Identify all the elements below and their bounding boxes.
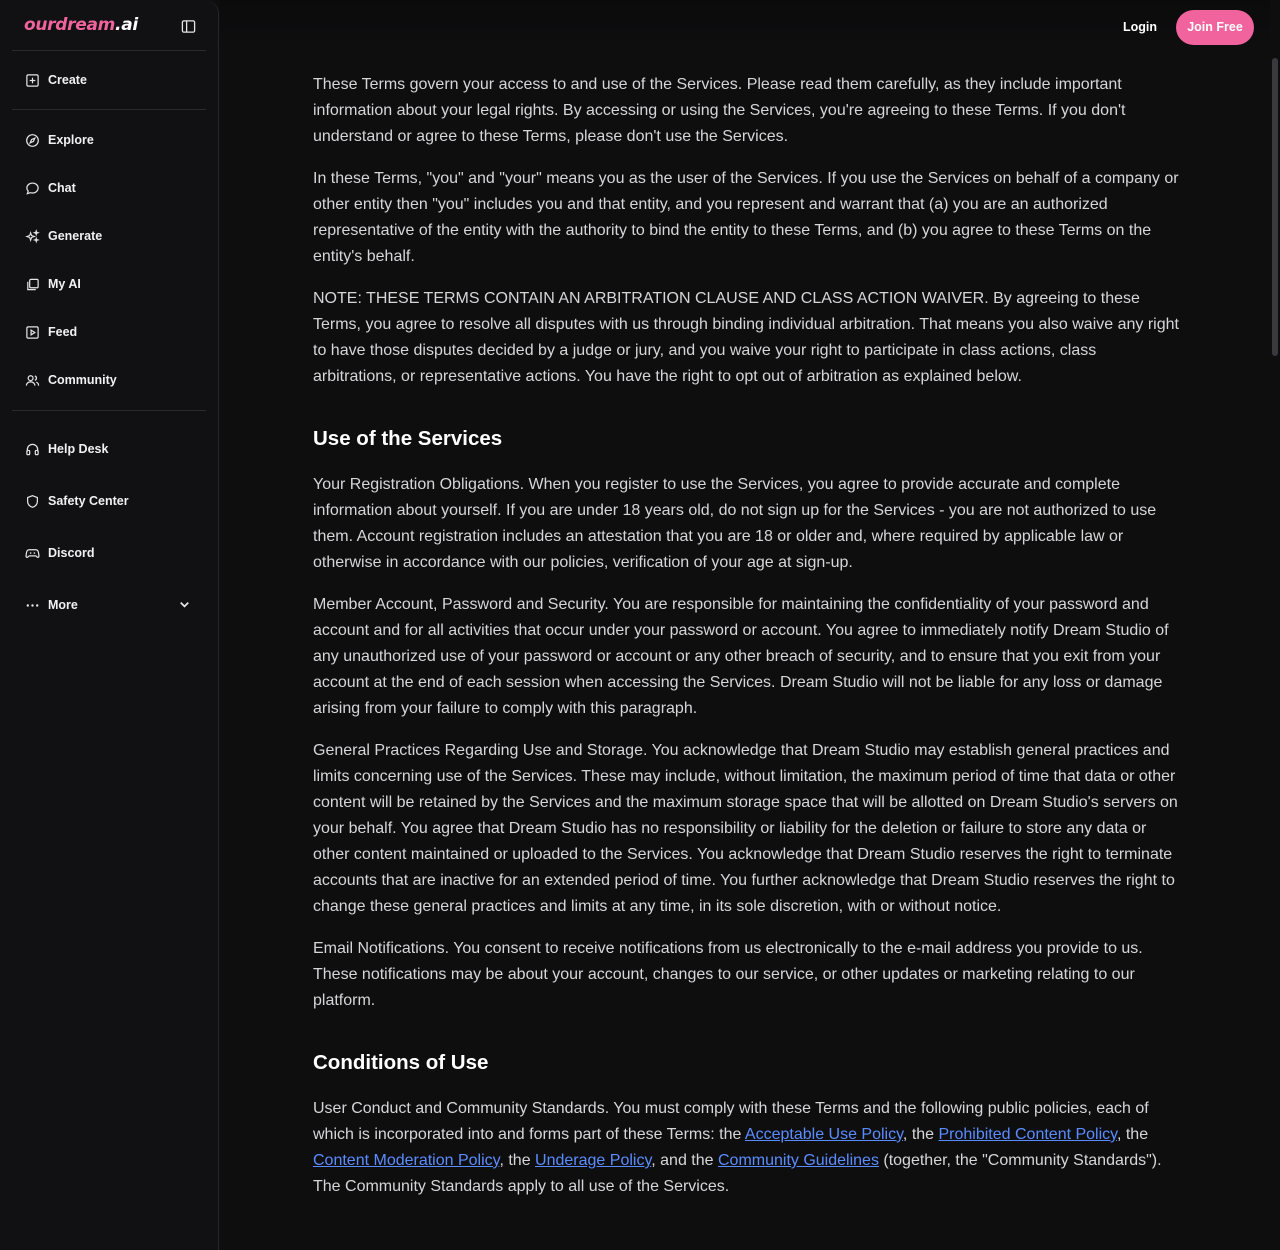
community-guidelines-link[interactable]: Community Guidelines bbox=[717, 1152, 879, 1169]
paragraph-arbitration-note: NOTE: THESE TERMS CONTAIN AN ARBITRATION CLAUSE AND CLASS ACTION WAIVER. By agreeing to these Terms, you agree to resolve all disputes with us through binding individual arbitration. That means you also waive any right to have those disputes decided by a judge or jury, and you waive your right to participate in class actions, class arbitrations, or representative actions. You have the right to opt out of arbitration as explained below. bbox=[313, 290, 1179, 385]
paragraph-community-standards bbox=[313, 1096, 1183, 1200]
sidebar-item-help-desk[interactable] bbox=[0, 423, 218, 475]
chevron-down-icon bbox=[177, 597, 192, 612]
section-heading-conditions-of-use: Conditions of Use bbox=[313, 1051, 489, 1074]
chat-bubble-icon bbox=[24, 180, 40, 196]
sparkles-icon bbox=[24, 228, 40, 244]
logo[interactable] bbox=[24, 15, 138, 35]
sidebar-item-explore[interactable] bbox=[0, 116, 218, 164]
paragraph-you-definition: In these Terms, "you" and "your" means you as the user of the Services. If you use the Services on behalf of a company or other entity then "you" includes you and that entity, and you represent and warrant that (a) you are an authorized representative of the entity with the authority to bind the entity to these Terms, and (b) you agree to these Terms on the entity's behalf. bbox=[313, 170, 1179, 265]
sidebar-item-label: Explore bbox=[48, 133, 94, 147]
scrollbar-thumb[interactable] bbox=[1272, 58, 1278, 356]
paragraph-email-notifications: Email Notifications. You consent to receive notifications from us electronically to the e-mail address you provide to us. These notifications may be about your account, changes to our service, or other updates or marketing relating to our platform. bbox=[313, 940, 1143, 1009]
join-free-button[interactable]: Join Free bbox=[1176, 10, 1254, 45]
sidebar-item-my-ai[interactable] bbox=[0, 260, 218, 308]
terms-content bbox=[313, 72, 1183, 1216]
sidebar-item-safety-center[interactable] bbox=[0, 475, 218, 527]
sidebar-item-generate[interactable] bbox=[0, 212, 218, 260]
section-heading-use-of-services: Use of the Services bbox=[313, 427, 503, 450]
sidebar-item-label: More bbox=[48, 598, 78, 612]
content-moderation-policy-link[interactable]: Content Moderation Policy bbox=[313, 1152, 500, 1169]
text-span: , and the bbox=[651, 1152, 718, 1169]
sidebar-item-label: Feed bbox=[48, 325, 78, 339]
text-span: , the bbox=[902, 1126, 939, 1143]
login-button[interactable]: Login bbox=[1122, 20, 1157, 34]
sidebar-item-label: My AI bbox=[48, 277, 81, 291]
sidebar-item-discord[interactable] bbox=[0, 527, 218, 579]
acceptable-use-policy-link[interactable]: Acceptable Use Policy bbox=[744, 1126, 903, 1143]
text-span: (together, the "Community Standards"). The Community Standards apply to all use of the Services. bbox=[313, 1152, 1162, 1195]
gamepad-icon bbox=[24, 545, 40, 561]
text-span: , the bbox=[499, 1152, 536, 1169]
compass-icon bbox=[24, 132, 40, 148]
logo-tld: .ai bbox=[115, 15, 138, 35]
text-span: User Conduct and Community Standards. You must comply with these Terms and the following public policies, each of which is incorporated into and forms part of these Terms: the bbox=[313, 1100, 1149, 1143]
headset-icon bbox=[24, 441, 40, 457]
logo-brand: ourdream bbox=[24, 15, 116, 35]
ellipsis-icon bbox=[24, 597, 40, 613]
paragraph-terms-intro: These Terms govern your access to and use of the Services. Please read them carefully, as they include important information about your legal rights. By accessing or using the Services, you're agreeing to these Terms. If you don't understand or agree to these Terms, please don't use the Services. bbox=[313, 76, 1126, 145]
play-square-icon bbox=[24, 324, 40, 340]
sidebar-item-create[interactable] bbox=[0, 51, 218, 109]
sidebar-item-label: Chat bbox=[48, 181, 76, 195]
sidebar-item-more[interactable] bbox=[0, 579, 218, 631]
users-icon bbox=[24, 372, 40, 388]
prohibited-content-policy-link[interactable]: Prohibited Content Policy bbox=[938, 1126, 1117, 1143]
sidebar-item-label: Help Desk bbox=[48, 442, 109, 456]
paragraph-account-security: Member Account, Password and Security. You are responsible for maintaining the confidentiality of your password and account and for all activities that occur under your password or account. You agree to immediately notify Dream Studio of any unauthorized use of your password or account or any other breach of security, and to ensure that you exit from your account at the end of each session when accessing the Services. Dream Studio will not be liable for any loss or damage arising from your failure to comply with this paragraph. bbox=[313, 596, 1169, 717]
sidebar-item-chat[interactable] bbox=[0, 164, 218, 212]
sidebar-item-label: Create bbox=[48, 73, 87, 87]
sidebar-item-label: Community bbox=[48, 373, 117, 387]
sidebar bbox=[0, 0, 219, 1250]
paragraph-use-storage: General Practices Regarding Use and Storage. You acknowledge that Dream Studio may establish general practices and limits concerning use of the Services. These may include, without limitation, the maximum period of time that data or other content will be retained by the Services and the maximum storage space that will be allotted on Dream Studio's servers on your behalf. You agree that Dream Studio has no responsibility or liability for the deletion or failure to store any data or other content maintained or uploaded to the Services. You acknowledge that Dream Studio reserves the right to terminate accounts that are inactive for an extended period of time. You further acknowledge that Dream Studio reserves the right to change these general practices and limits at any time, in its sole discretion, with or without notice. bbox=[313, 742, 1178, 915]
sidebar-item-feed[interactable] bbox=[0, 308, 218, 356]
shield-icon bbox=[24, 493, 40, 509]
sidebar-toggle-icon[interactable] bbox=[181, 19, 196, 34]
stack-icon bbox=[24, 276, 40, 292]
sidebar-item-label: Generate bbox=[48, 229, 103, 243]
sidebar-item-community[interactable] bbox=[0, 356, 218, 404]
sidebar-item-label: Discord bbox=[48, 546, 95, 560]
paragraph-registration: Your Registration Obligations. When you register to use the Services, you agree to provide accurate and complete information about yourself. If you are under 18 years old, do not sign up for the Services - you are not authorized to use them. Account registration includes an attestation that you are 18 or older and, where required by applicable law or otherwise in accordance with our policies, verification of your age at sign-up. bbox=[313, 476, 1157, 571]
logo-row bbox=[0, 0, 218, 50]
text-span: , the bbox=[1116, 1126, 1149, 1143]
plus-square-icon bbox=[24, 72, 40, 88]
sidebar-item-label: Safety Center bbox=[48, 494, 129, 508]
underage-policy-link[interactable]: Underage Policy bbox=[535, 1152, 652, 1169]
